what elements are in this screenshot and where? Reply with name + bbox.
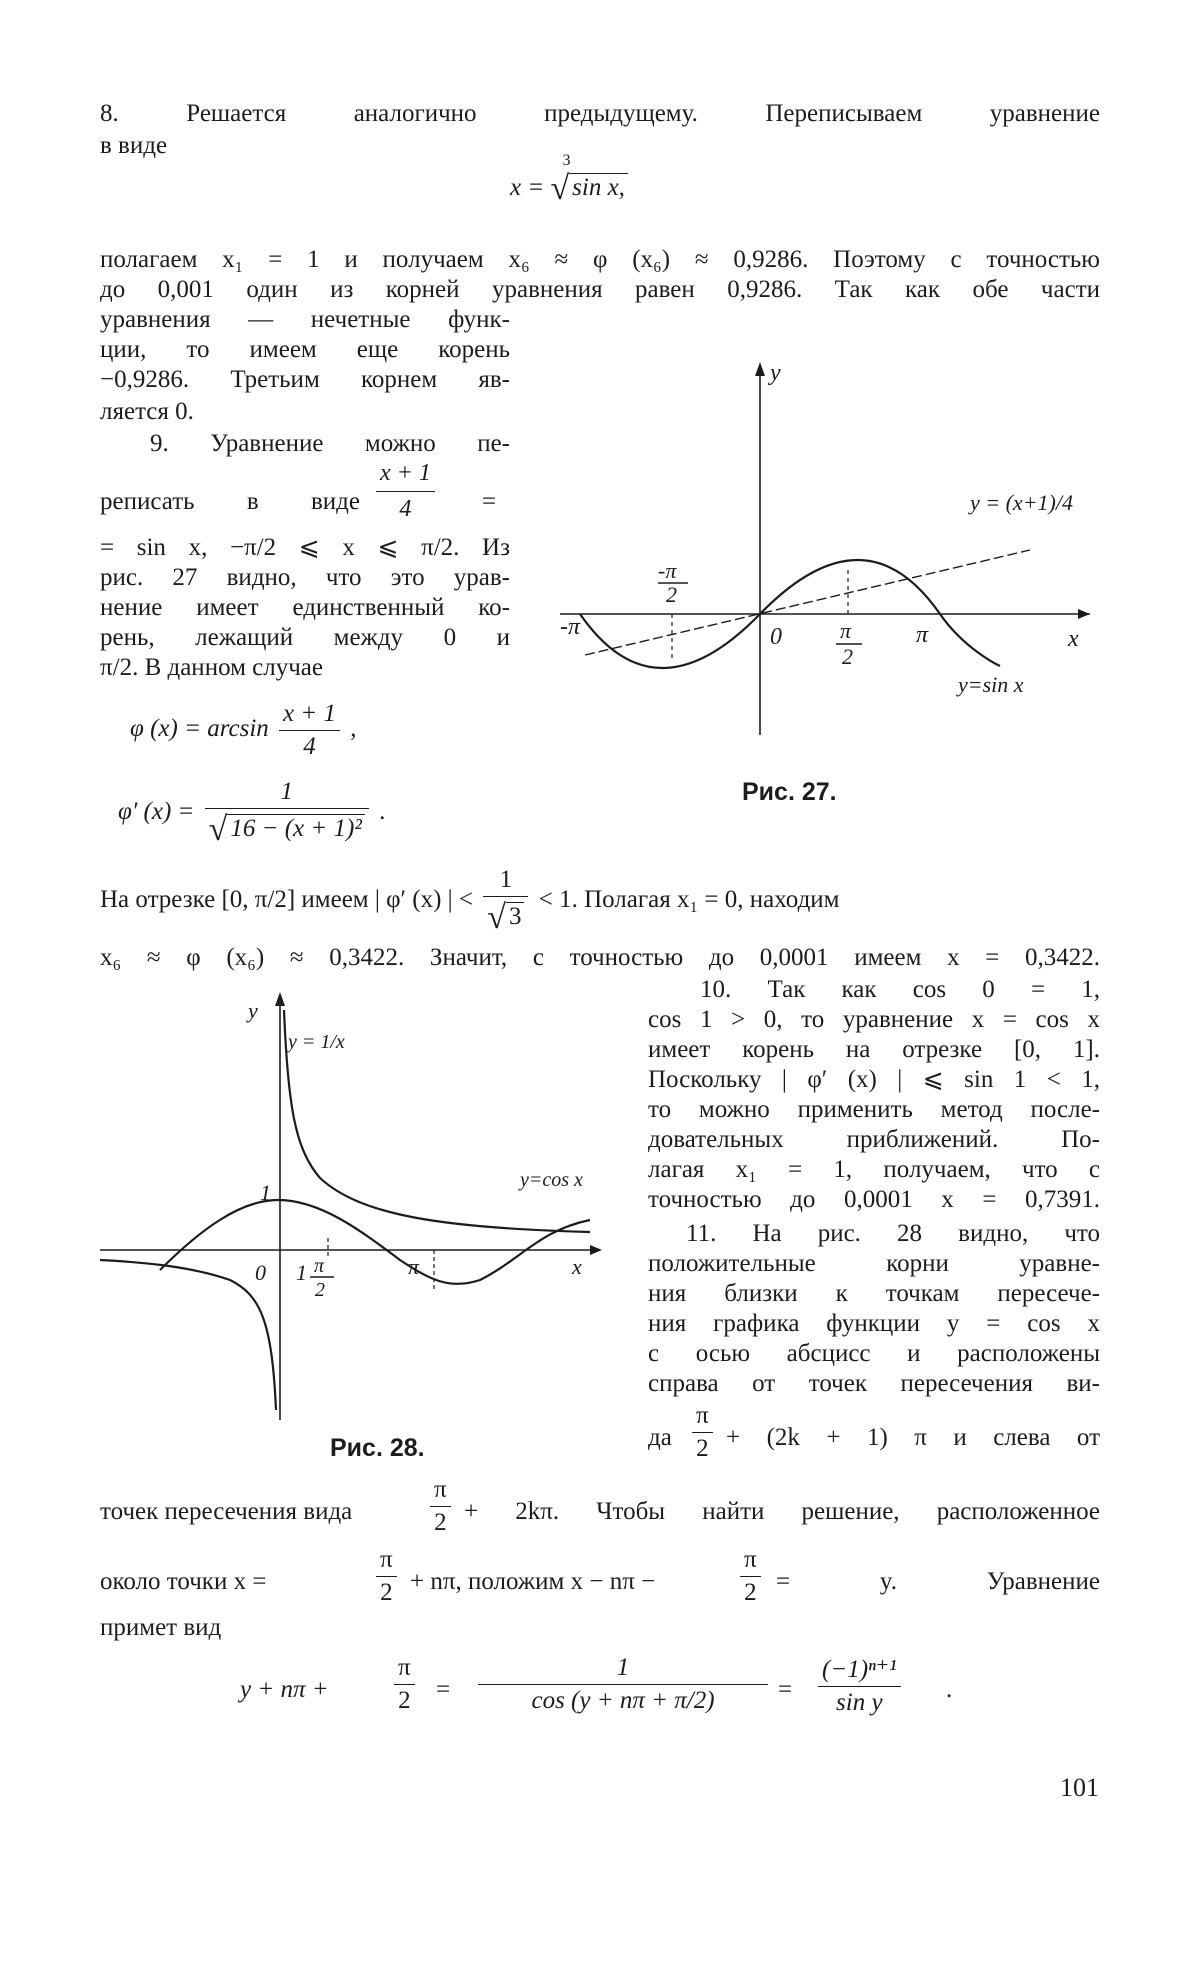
p10-line5: то можно применить метод после- bbox=[648, 1096, 1100, 1123]
p9-phi-equation bbox=[130, 700, 357, 761]
p10-line1: 10. Так как cos 0 = 1, bbox=[700, 976, 1100, 1003]
p9-bound-radical: √ bbox=[487, 899, 506, 936]
fig28-hyperbola-label: y = 1/x bbox=[288, 1031, 345, 1053]
p11-final-fraction1 bbox=[394, 1654, 415, 1715]
fig27-y-arrow bbox=[755, 362, 765, 376]
p11-final-end: . bbox=[946, 1676, 953, 1703]
fig27-sin-label: y=sin x bbox=[958, 672, 1024, 697]
fig28-half-pi-top: π bbox=[314, 1255, 325, 1277]
p8-line4: до 0,001 один из корней уравнения равен 0,9286. Так как обе части bbox=[100, 276, 1100, 303]
p11-final-num3: (−1)ⁿ⁺¹ bbox=[818, 1654, 901, 1687]
p9-phi-den: 4 bbox=[303, 733, 316, 760]
p11-line9-den2: 2 bbox=[744, 1579, 757, 1606]
p10-line8: точностью до 0,0001 x = 0,7391. bbox=[648, 1186, 1100, 1213]
p9-line3: = sin x, −π/2 ⩽ x ⩽ π/2. Из bbox=[100, 534, 510, 561]
p9-dphi-fraction bbox=[205, 778, 369, 849]
p9-line5: нение имеет единственный ко- bbox=[100, 594, 510, 621]
p11-final-equation bbox=[240, 1650, 1000, 1740]
p10-line2: cos 1 > 0, то уравнение x = cos x bbox=[648, 1006, 1100, 1033]
p9-line2 bbox=[100, 458, 510, 528]
p11-line5: с осью абсцисс и расположены bbox=[648, 1340, 1100, 1367]
p8-radical-sign: √ bbox=[550, 170, 570, 207]
p11-line7-num: π bbox=[692, 1402, 713, 1433]
p11-line2: положительные корни уравне- bbox=[648, 1250, 1100, 1277]
p8-line2: в виде bbox=[100, 132, 168, 159]
p11-line9-c: = y. Уравнение bbox=[776, 1568, 1100, 1595]
fig28-x-label: x bbox=[572, 1254, 582, 1279]
p11-final-fraction2 bbox=[478, 1654, 768, 1715]
fig28-x-arrow bbox=[590, 1245, 602, 1255]
p11-final-num2: 1 bbox=[478, 1654, 768, 1685]
p11-final-fraction3 bbox=[818, 1654, 901, 1717]
p11-line9-b: + nπ, положим x − nπ − bbox=[410, 1568, 656, 1595]
p11-line9-fraction bbox=[376, 1546, 397, 1607]
p9-dphi-num: 1 bbox=[205, 778, 369, 809]
fig28-one-y: 1 bbox=[260, 1180, 271, 1205]
p8-line1: 8. Решается аналогично предыдущему. Переписываем уравнение bbox=[100, 100, 1100, 127]
p9-line2-fraction bbox=[376, 458, 435, 525]
p11-line9-den: 2 bbox=[380, 1579, 393, 1606]
p8-equation bbox=[510, 152, 628, 208]
p9-dphi-end: . bbox=[379, 798, 386, 826]
p11-line8 bbox=[100, 1476, 1100, 1542]
p9-bound-a: На отрезке [0, π/2] имеем | φ′ (x) | < bbox=[100, 886, 474, 914]
p10-line4: Поскольку | φ′ (x) | ⩽ sin 1 < 1, bbox=[648, 1066, 1100, 1093]
p9-line2-den: 4 bbox=[399, 496, 412, 522]
fig27-x-label: x bbox=[1068, 626, 1079, 652]
p9-phi-num: x + 1 bbox=[279, 700, 340, 731]
fig27-neg-pi: -π bbox=[560, 614, 581, 640]
figure-27-graph bbox=[560, 350, 1100, 740]
fig28-half-pi-bot: 2 bbox=[315, 1279, 325, 1301]
p11-line8-b: + 2kπ. Чтобы найти решение, расположенное bbox=[464, 1498, 1100, 1525]
p11-line7-fraction bbox=[692, 1402, 713, 1463]
p8-line6: ции, то имеем еще корень bbox=[100, 336, 510, 363]
fig27-half-pi-bot: 2 bbox=[842, 644, 853, 669]
p11-line9-num2: π bbox=[740, 1546, 761, 1577]
p9-bound-line bbox=[100, 866, 1100, 937]
p9-line1: 9. Уравнение можно пе- bbox=[150, 430, 510, 457]
fig27-half-pi-top: π bbox=[840, 618, 852, 643]
p11-line9 bbox=[100, 1546, 1100, 1612]
p11-line8-num: π bbox=[430, 1476, 451, 1507]
p9-bound-b: < 1. Полагая x₁ = 0, находим bbox=[538, 886, 840, 914]
p9-line2-text: реписать в виде bbox=[100, 488, 360, 515]
figure-28-graph bbox=[100, 990, 610, 1430]
p11-final-b: = bbox=[436, 1676, 451, 1703]
p11-final-num: π bbox=[394, 1654, 415, 1685]
p11-line9-num: π bbox=[376, 1546, 397, 1577]
p9-line4: рис. 27 видно, что это урав- bbox=[100, 564, 510, 591]
p9-phi-end: , bbox=[350, 715, 357, 743]
p11-line8-den: 2 bbox=[434, 1509, 447, 1536]
p11-line1: 11. На рис. 28 видно, что bbox=[686, 1220, 1100, 1247]
fig27-neg-half-pi-top: -π bbox=[658, 558, 677, 583]
p9-bound-den-wrap bbox=[483, 897, 528, 937]
p11-line7-b: + (2k + 1) π и слева от bbox=[726, 1424, 1100, 1451]
fig27-origin: 0 bbox=[770, 624, 782, 650]
p9-result: x₆ ≈ φ (x₆) ≈ 0,3422. Значит, с точностью до 0,0001 имеем x = 0,3422. bbox=[100, 944, 1100, 971]
p8-line3: полагаем x₁ = 1 и получаем x₆ ≈ φ (x₆) ≈ 0,9286. Поэтому с точностью bbox=[100, 246, 1100, 273]
p9-bound-den: 3 bbox=[506, 902, 525, 931]
fig27-x-arrow bbox=[1078, 609, 1090, 619]
p10-line6: довательных приближений. По- bbox=[648, 1126, 1100, 1153]
p11-line7 bbox=[648, 1402, 1100, 1468]
p8-eq-lhs: x = bbox=[510, 174, 551, 201]
p10-line3: имеет корень на отрезке [0, 1]. bbox=[648, 1036, 1100, 1063]
figure-27-caption: Рис. 27. bbox=[742, 778, 837, 806]
p8-line8: ляется 0. bbox=[100, 398, 194, 425]
p9-dphi-den-wrap bbox=[205, 809, 369, 849]
p11-final-a: y + nπ + bbox=[240, 1676, 329, 1703]
p11-line8-fraction bbox=[430, 1476, 451, 1537]
fig28-cos-curve bbox=[160, 1200, 590, 1284]
p11-line6: справа от точек пересечения ви- bbox=[648, 1370, 1100, 1397]
p9-phi-fraction bbox=[279, 700, 340, 761]
p9-line2-num: x + 1 bbox=[376, 458, 435, 492]
fig27-y-label: y bbox=[770, 360, 781, 386]
p9-dphi-den: 16 − (x + 1)² bbox=[227, 814, 364, 843]
fig27-pi: π bbox=[916, 622, 929, 648]
p11-line3: ния близки к точкам пересече- bbox=[648, 1280, 1100, 1307]
p11-line8-a: точек пересечения вида bbox=[100, 1498, 353, 1525]
fig28-cos-label: y=cos x bbox=[520, 1169, 583, 1191]
p9-line6: рень, лежащий между 0 и bbox=[100, 624, 510, 651]
p8-line7: −0,9286. Третьим корнем яв- bbox=[100, 366, 510, 393]
p9-line7: π/2. В данном случае bbox=[100, 654, 323, 681]
fig28-y-label: y bbox=[248, 998, 258, 1023]
p8-eq-index: 3 bbox=[562, 152, 571, 169]
p8-line5: уравнения — нечетные функ- bbox=[100, 306, 510, 333]
fig28-hyperbola-neg bbox=[100, 1260, 276, 1410]
p9-dphi-radical: √ bbox=[208, 811, 228, 848]
p10-line7: лагая x₁ = 1, получаем, что с bbox=[648, 1156, 1100, 1183]
p11-line9-fraction2 bbox=[740, 1546, 761, 1607]
p11-final-den: 2 bbox=[398, 1687, 411, 1714]
fig28-y-arrow bbox=[275, 992, 285, 1006]
p9-bound-fraction bbox=[483, 866, 528, 937]
p11-line7-den: 2 bbox=[696, 1435, 709, 1462]
p9-bound-num: 1 bbox=[483, 866, 528, 897]
p11-line10: примет вид bbox=[100, 1614, 222, 1641]
p11-line7-a: да bbox=[648, 1424, 672, 1451]
p9-dphi-equation bbox=[118, 778, 385, 849]
p8-eq-radicand: sin x, bbox=[569, 173, 628, 202]
figure-28-caption: Рис. 28. bbox=[330, 1434, 425, 1462]
p11-line9-a: около точки x = bbox=[100, 1568, 267, 1595]
p11-line4: ния графика функции y = cos x bbox=[648, 1310, 1100, 1337]
fig28-one-x: 1 bbox=[296, 1260, 307, 1285]
p11-final-c: = bbox=[778, 1676, 793, 1703]
fig27-line-label: y = (x+1)/4 bbox=[970, 490, 1073, 515]
p11-final-den3: sin y bbox=[836, 1689, 883, 1716]
fig28-pi: π bbox=[408, 1254, 420, 1279]
p11-final-den2: cos (y + nπ + π/2) bbox=[531, 1687, 715, 1714]
fig28-origin: 0 bbox=[255, 1260, 266, 1285]
p9-dphi-lhs: φ′ (x) = bbox=[118, 798, 195, 826]
p9-line2-equals: = bbox=[482, 488, 497, 515]
page-number: 101 bbox=[1060, 1773, 1099, 1802]
p9-phi-lhs: φ (x) = arcsin bbox=[130, 715, 269, 743]
fig27-neg-half-pi-bot: 2 bbox=[666, 582, 677, 607]
